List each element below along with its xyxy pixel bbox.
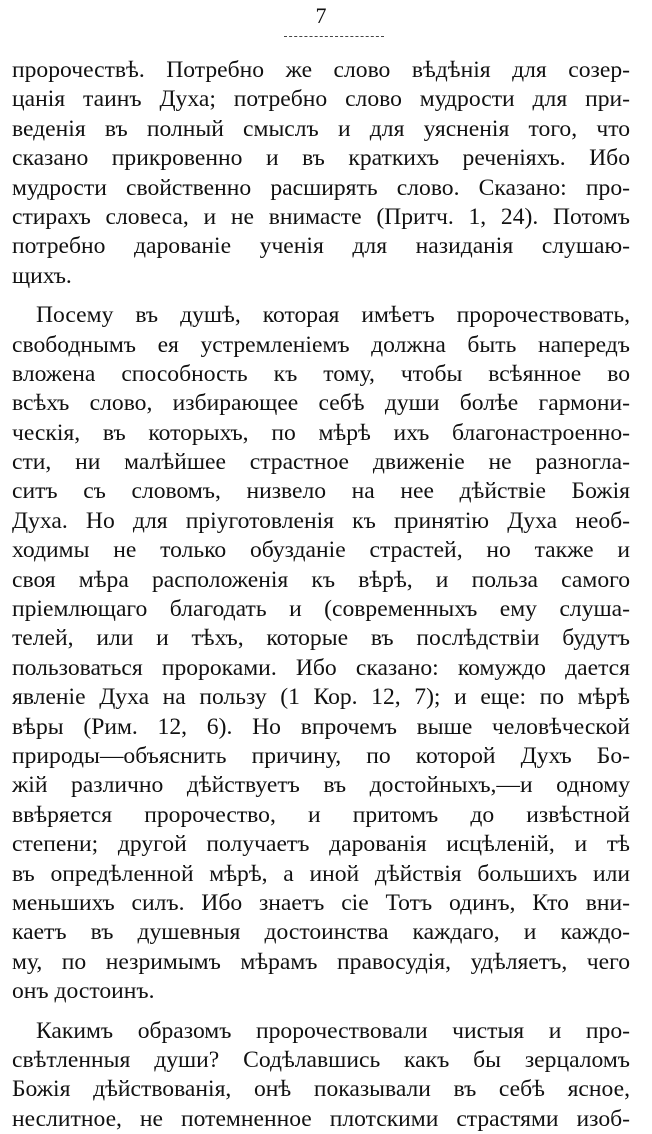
text-line: свободнымъ ея устремленіемъ должна быть напередъ bbox=[12, 331, 630, 360]
text-line: явленіе Духа на пользу (1 Кор. 12, 7); и еще: по мѣрѣ bbox=[12, 683, 630, 712]
text-line: онъ достоинъ. bbox=[12, 977, 630, 1006]
text-line: пользоваться пророками. Ибо сказано: комуждо дается bbox=[12, 654, 630, 683]
text-line: ческія, въ которыхъ, по мѣрѣ ихъ благонастроенно- bbox=[12, 419, 630, 448]
paragraph bbox=[12, 56, 630, 291]
text-line: каетъ въ душевныя достоинства каждаго, и каждо- bbox=[12, 918, 630, 947]
text-line: мудрости свойственно расширять слово. Сказано: про- bbox=[12, 174, 630, 203]
text-line: природы—объяснить причину, по которой Духъ Бо- bbox=[12, 742, 630, 771]
text-line: жій различно дѣйствуетъ въ достойныхъ,—и одному bbox=[12, 771, 630, 800]
text-line: ситъ съ словомъ, низвело на нее дѣйствіе Божія bbox=[12, 477, 630, 506]
text-line: ходимы не только обузданіе страстей, но также и bbox=[12, 536, 630, 565]
text-line: ввѣряется пророчество, и притомъ до извѣстной bbox=[12, 801, 630, 830]
text-line: пріемлющаго благодать и (современныхъ ему слуша- bbox=[12, 595, 630, 624]
text-line: цанія таинъ Духа; потребно слово мудрости для при- bbox=[12, 85, 630, 114]
text-line: пророчествѣ. Потребно же слово вѣдѣнія для созер- bbox=[12, 56, 630, 85]
paragraph-gap bbox=[12, 1007, 630, 1017]
text-line: Посему въ душѣ, которая имѣетъ пророчествовать, bbox=[12, 301, 630, 330]
text-line: сказано прикровенно и въ краткихъ реченіяхъ. Ибо bbox=[12, 144, 630, 173]
text-line: неслитное, не потемненное плотскими страстями изоб- bbox=[12, 1105, 630, 1134]
text-line: потребно дарованіе ученія для назиданія слушаю- bbox=[12, 232, 630, 261]
paragraph-gap bbox=[12, 291, 630, 301]
text-line: всѣхъ слово, избирающее себѣ души болѣе гармони- bbox=[12, 389, 630, 418]
text-line: меньшихъ силъ. Ибо знаетъ сіе Тотъ одинъ, Кто вни- bbox=[12, 889, 630, 918]
paragraph bbox=[12, 1017, 630, 1134]
header-rule bbox=[284, 36, 384, 37]
text-line: вложена способность къ тому, чтобы всѣянное во bbox=[12, 360, 630, 389]
paragraph bbox=[12, 301, 630, 1006]
text-line: своя мѣра расположенія къ вѣрѣ, и польза самого bbox=[12, 566, 630, 595]
text-line: степени; другой получаетъ дарованія исцѣленій, и тѣ bbox=[12, 830, 630, 859]
text-line: стирахъ словеса, и не внимасте (Притч. 1, 24). Потомъ bbox=[12, 203, 630, 232]
text-line: щихъ. bbox=[12, 262, 630, 291]
text-line: веденія въ полный смыслъ и для уясненія того, что bbox=[12, 115, 630, 144]
text-line: Духа. Но для пріуготовленія къ принятію Духа необ- bbox=[12, 507, 630, 536]
text-line: му, по незримымъ мѣрамъ правосудія, удѣляетъ, чего bbox=[12, 948, 630, 977]
text-line: вѣры (Рим. 12, 6). Но впрочемъ выше человѣческой bbox=[12, 713, 630, 742]
page-number: 7 bbox=[12, 3, 630, 29]
text-line: Какимъ образомъ пророчествовали чистыя и про- bbox=[12, 1017, 630, 1046]
text-line: телей, или и тѣхъ, которые въ послѣдствіи будутъ bbox=[12, 624, 630, 653]
page-header bbox=[12, 0, 630, 56]
text-line: свѣтленныя души? Содѣлавшись какъ бы зерцаломъ bbox=[12, 1046, 630, 1075]
text-line: Божія дѣйствованія, онѣ показывали въ себѣ ясное, bbox=[12, 1075, 630, 1104]
text-line: сти, ни малѣйшее страстное движеніе не разногла- bbox=[12, 448, 630, 477]
text-line: въ опредѣленной мѣрѣ, а иной дѣйствія большихъ или bbox=[12, 860, 630, 889]
body-text bbox=[12, 56, 630, 1134]
